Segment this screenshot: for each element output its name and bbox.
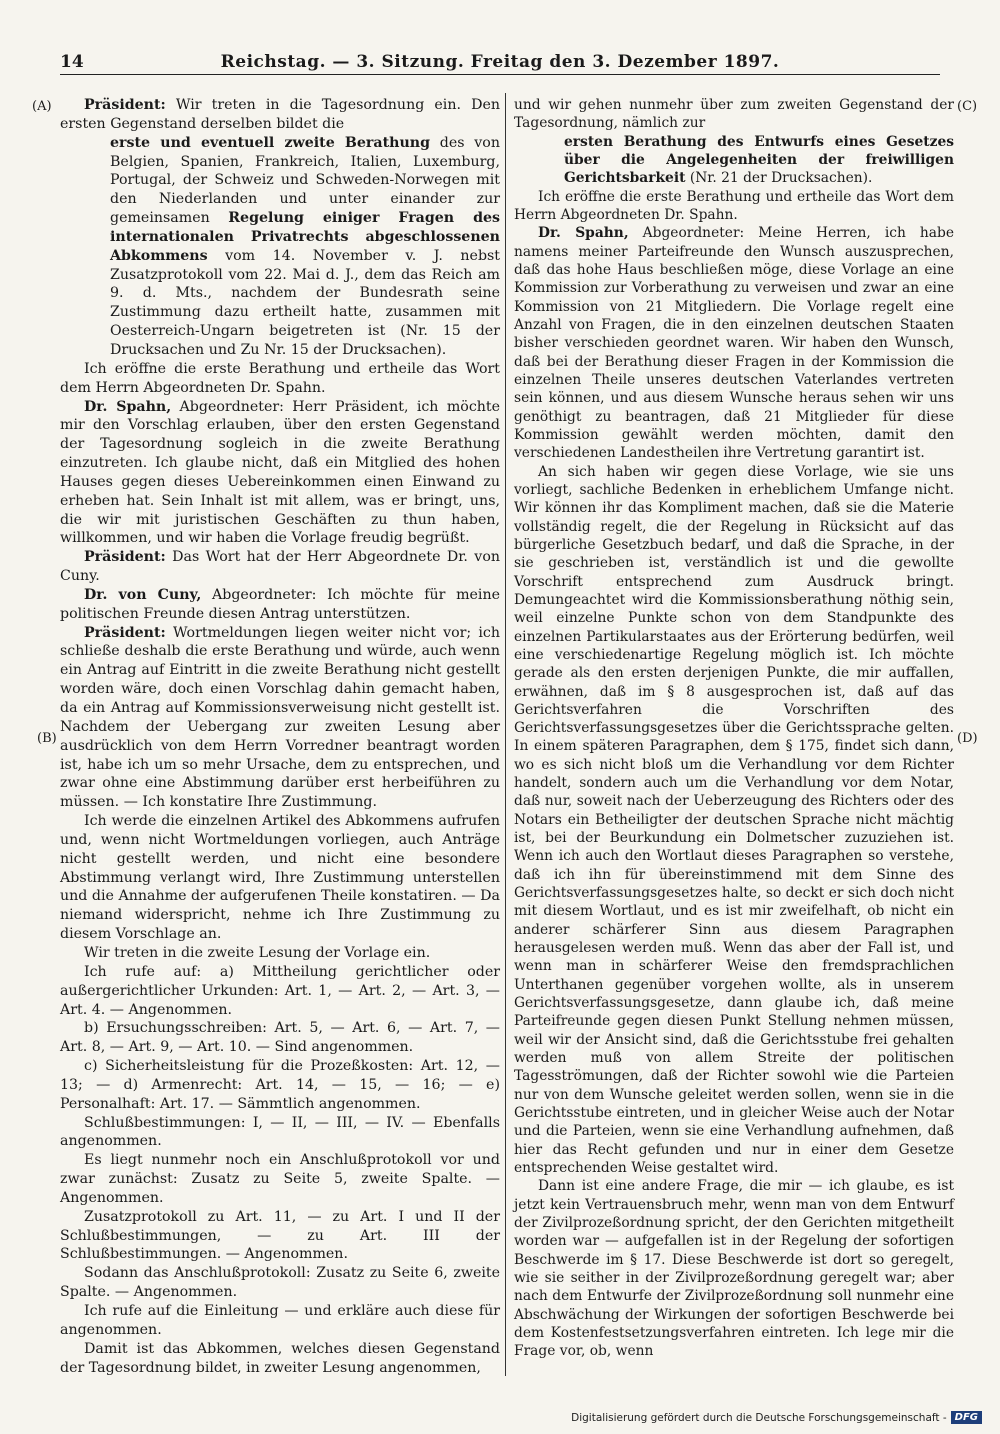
right-column: [514, 96, 954, 1361]
paragraph: Damit ist das Abkommen, welches diesen Gegenstand der Tagesordnung bildet, in zweiter Lesung angenommen,: [60, 1340, 500, 1376]
speaker-name: Präsident:: [84, 97, 166, 113]
paragraph: Zusatzprotokoll zu Art. 11, — zu Art. I und II der Schlußbestimmungen, — zu Art. III der Schlußbestimmungen. — Angenommen.: [60, 1208, 500, 1263]
column-divider: [505, 93, 506, 1376]
margin-marker-b: (B): [37, 731, 57, 746]
paragraph: Ich rufe auf die Einleitung — und erkläre auch diese für angenommen.: [60, 1303, 500, 1338]
paragraph: Sodann das Anschlußprotokoll: Zusatz zu Seite 6, zweite Spalte. — Angenommen.: [60, 1265, 500, 1301]
paragraph: Dr. Spahn, Abgeordneter: Herr Präsident, ich möchte mir den Vorschlag erlauben, über den ersten Gegenstand der Tagesordnung sogleich in die zweite Berathung einzutreten. Ich glaube nicht, daß ein Mitglied des hohen Hauses gegen dieses Uebereinkommen einen Einwand zu erheben hat. Sein Inhalt ist mit allem, was er bringt, uns, die wir mit juristischen Geschäften zu thun haben, willkommen, und wir haben die Vorlage freudig begrüßt.: [60, 398, 500, 547]
speaker-name: Präsident:: [84, 624, 166, 641]
agenda-item: erste und eventuell zweite Berathung des von Belgien, Spanien, Frankreich, Italien, Luxemburg, Portugal, der Schweiz und Schweden-Norwegen mit den Niederlanden und unter einander zur gemeinsamen Regelung einiger Fragen des internationalen Privatrechts abgeschlossenen Abkommens vom 14. November v. J. nebst Zusatzprotokoll vom 22. Mai d. J., dem das Reich am 9. d. Mts., nachdem der Bundesrath seine Zustimmung dazu ertheilt hatte, zusammen mit Oesterreich-Ungarn beigetreten ist (Nr. 15 der Drucksachen und Zu Nr. 15 der Drucksachen).: [110, 134, 501, 358]
paragraph: Dann ist eine andere Frage, die mir — ich glaube, es ist jetzt kein Vertrauensbruch mehr, wenn man von dem Entwurf der Zivilprozeßordnung spricht, der den Gerichten mitgetheilt worden war — aufgefallen ist in der Regelung der sofortigen Beschwerde im § 17. Diese Beschwerde ist dort so geregelt, wie sie seither in der Zivilprozeßordnung geregelt war; aber nach dem Entwurfe der Zivilprozeßordnung soll nunmehr eine Abschwächung der Wirkungen der sofortigen Beschwerde bei dem Kostenfestsetzungsverfahren eintreten. Ich lege mir die Frage vor, ob, wenn: [514, 1178, 954, 1360]
paragraph: Es liegt nunmehr noch ein Anschlußprotokoll vor und zwar zunächst: Zusatz zu Seite 5, zweite Spalte. — Angenommen.: [60, 1152, 500, 1206]
paragraph: An sich haben wir gegen diese Vorlage, wie sie uns vorliegt, sachliche Bedenken in erheblichem Umfange nicht. Wir können ihr das Kompliment machen, daß sie die Materie vollständig regelt, die der Regelung in Rücksicht auf das bürgerliche Gesetzbuch bedarf, und daß die Sprache, in der sie geschrieben ist, verständlich ist und die gewollte Vorschrift entsprechend zum Ausdruck bringt. Demungeachtet wird die Kommissionsberathung nöthig sein, weil einzelne Punkte schon von dem Standpunkte des einzelnen Partikularstaates aus der Erörterung bedürfen, weil eine verschiedenartige Regelung möglich ist. Ich möchte gerade als den ersten derjenigen Punkte, die mir auffallen, erwähnen, daß im § 8 ausgesprochen ist, daß auf das Gerichtsverfahren die Vorschriften des Gerichtsverfassungsgesetzes über die Gerichtssprache gelten. In einem späteren Paragraphen, dem § 175, findet sich dann, wo es sich nicht bloß um die Verhandlung vor dem Richter handelt, sondern auch um die Verhandlung vor dem Notar, daß nur, soweit nach der Ueberzeugung des Richters oder des Notars ein Betheiligter der deutschen Sprache nicht mächtig ist, bei der Beurkundung ein Dolmetscher zuzuziehen ist. Wenn ich auch den Wortlaut dieses Paragraphen so verstehe, daß ich ihn für übereinstimmend mit dem Sinne des Gerichtsverfassungsgesetzes halte, so deckt er sich doch nicht mit diesem Wortlaut, und es ist mir zweifelhaft, ob nicht ein anderer schärferer Sinn aus diesem Paragraphen herausgelesen werden muß. Wenn das aber der Fall ist, und wenn man in schärferer Weise den fremdsprachlichen Unterthanen gegenüber vorgehen wollte, als in unserem Gerichtsverfassungsgesetze, dann glaube ich, daß meine Parteifreunde gegen diesen Punkt Stellung nehmen müssen, weil wir der Ansicht sind, daß die Gerichtsstube frei gehalten werden muß von allem Streite der politischen Tagesströmungen, daß der Richter sowohl wie die Parteien nur von dem Wunsche geleitet werden sollen, wenn sie in die Gerichtsstube eintreten, und in gleicher Weise auch der Notar und die Parteien, wenn sie eine Verhandlung aufnehmen, daß hier das Recht gefunden und nur in einer dem Gesetze entsprechenden Weise gestaltet wird.: [514, 463, 954, 1177]
paragraph: Ich eröffne die erste Berathung und ertheile das Wort dem Herrn Abgeordneten Dr. Spahn.: [60, 360, 500, 396]
digitization-credit: [571, 1411, 982, 1424]
margin-marker-c: (C): [957, 99, 978, 114]
paragraph: Dr. Spahn, Abgeordneter: Meine Herren, ich habe namens meiner Parteifreunde den Wunsch auszusprechen, daß das hohe Haus beschließen möge, diese Vorlage an eine Kommission zur Vorberathung zu verweisen und zwar an eine Kommission von 21 Mitgliedern. Die Vorlage regelt eine Anzahl von Fragen, die in den einzelnen deutschen Staaten bisher verschieden geordnet waren. Wir haben den Wunsch, daß bei der Berathung dieser Fragen in der Kommission die einzelnen Theile unseres deutschen Vaterlandes vertreten sein können, und aus diesem Wunsche heraus sehen wir uns genöthigt zu beantragen, daß 21 Mitglieder für diese Kommission gewählt werden möchten, damit den verschiedenen Landestheilen ihre Vertretung garantirt ist.: [514, 225, 954, 462]
speaker-name: Dr. Spahn,: [84, 398, 172, 415]
paragraph: und wir gehen nunmehr über zum zweiten Gegenstand der Tagesordnung, nämlich zur: [514, 97, 954, 132]
speaker-name: Dr. Spahn,: [538, 225, 629, 242]
paragraph: Ich eröffne die erste Berathung und ertheile das Wort dem Herrn Abgeordneten Dr. Spahn.: [514, 188, 954, 223]
paragraph: Wir treten in die zweite Lesung der Vorlage ein.: [84, 944, 431, 961]
paragraph: b) Ersuchungsschreiben: Art. 5, — Art. 6, — Art. 7, — Art. 8, — Art. 9, — Art. 10. — Sind angenommen.: [60, 1020, 500, 1056]
paragraph: Ich rufe auf: a) Mittheilung gerichtlicher oder außergerichtlicher Urkunden: Art. 1, — Art. 2, — Art. 3, — Art. 4. — Angenommen.: [60, 963, 500, 1018]
agenda-item: ersten Berathung des Entwurfs eines Gesetzes über die Angelegenheiten der freiwilligen Gerichtsbarkeit (Nr. 21 der Drucksachen).: [564, 133, 954, 187]
margin-marker-a: (A): [32, 99, 52, 114]
page-number: 14: [60, 52, 84, 72]
paragraph: Präsident: Wir treten in die Tagesordnung ein. Den ersten Gegenstand derselben bildet die: [60, 97, 501, 132]
header-rule: [60, 74, 940, 75]
paragraph: c) Sicherheitsleistung für die Prozeßkosten: Art. 12, — 13; — d) Armenrecht: Art. 14, — 15, — 16; — e) Personalhaft: Art. 17. — Sämmtlich angenommen.: [60, 1058, 500, 1112]
dfg-logo: DFG: [951, 1411, 982, 1424]
speaker-name: Dr. von Cuny,: [84, 586, 202, 603]
running-title: Reichstag. — 3. Sitzung. Freitag den 3. Dezember 1897.: [220, 52, 780, 72]
margin-marker-d: (D): [957, 731, 978, 746]
paragraph: Schlußbestimmungen: I, — II, — III, — IV. — Ebenfalls angenommen.: [60, 1114, 500, 1150]
paragraph: Präsident: Das Wort hat der Herr Abgeordnete Dr. von Cuny.: [60, 549, 501, 585]
credit-text: Digitalisierung gefördert durch die Deutsche Forschungsgemeinschaft -: [571, 1411, 947, 1424]
paragraph: Ich werde die einzelnen Artikel des Abkommens aufrufen und, wenn nicht Wortmeldungen vorliegen, auch Anträge nicht gestellt werden, und nicht eine besondere Abstimmung verlangt wird, Ihre Zustimmung unterstellen und die Annahme der aufgerufenen Theile konstatiren. — Da niemand widerspricht, nehme ich Ihre Zustimmung zu diesem Vorschlage an.: [60, 813, 500, 943]
paragraph: Präsident: Wortmeldungen liegen weiter nicht vor; ich schließe deshalb die erste Berathung und würde, auch wenn ein Antrag auf Eintritt in die zweite Berathung nicht gestellt worden wäre, doch einen Vorschlag dahin gemacht haben, da ein Antrag auf Kommissionsverweisung nicht gestellt ist. Nachdem der Uebergang zur zweiten Lesung aber ausdrücklich von dem Herrn Vorredner beantragt worden ist, habe ich um so mehr Ursache, dem zu entsprechen, und zwar ohne eine Abstimmung darüber erst herbeiführen zu müssen. — Ich konstatire Ihre Zustimmung.: [60, 624, 500, 811]
paragraph: Dr. von Cuny, Abgeordneter: Ich möchte für meine politischen Freunde diesen Antrag unterstützen.: [60, 586, 500, 622]
speaker-name: Präsident:: [84, 549, 166, 566]
left-column: [60, 96, 500, 1377]
